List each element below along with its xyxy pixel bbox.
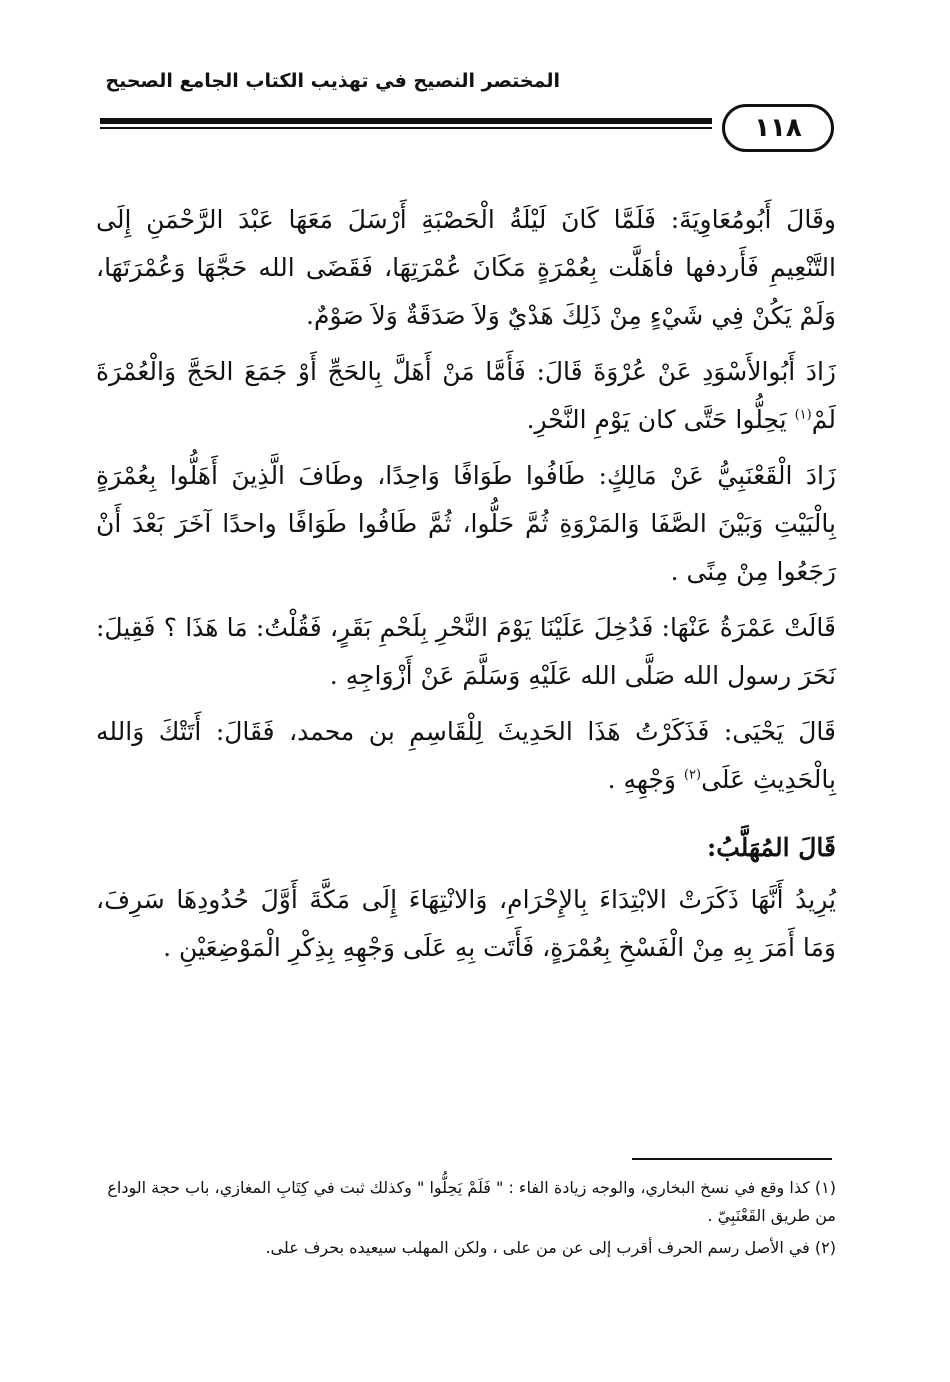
paragraph-1: وقَالَ أَبُومُعَاوِيَةَ: فَلَمَّا كَانَ لَيْلَةُ الْحَصْبَةِ أَرْسَلَ مَعَهَا عَبْدَ الرَّحْمَنِ إِلَى التَّنْعِيمِ فَأَردفها فأهَلَّت بِعُمْرَةٍ مَكَانَ عُمْرَتِهَا، فَقَضَى الله حَجَّهَا وَعُمْرَتَهَا، وَلَمْ يَكُنْ فِي شَيْءٍ مِنْ ذَلِكَ هَدْيٌ وَلاَ صَدَقَةٌ وَلاَ صَوْمٌ. <box>96 205 836 330</box>
page-number-badge <box>722 104 834 152</box>
footnote-ref-1: (١) <box>794 407 812 423</box>
paragraph-4: قَالَتْ عَمْرَةُ عَنْهَا: فَدُخِلَ عَلَيْنَا يَوْمَ النَّحْرِ بِلَحْمِ بَقَرٍ، فَقُلْتُ: مَا هَذَا ؟ فَقِيلَ: نَحَرَ رسول الله صَلَّى الله عَلَيْهِ وَسَلَّمَ عَنْ أَزْوَاجِهِ . <box>96 613 836 690</box>
paragraph-3: زَادَ الْقَعْنَبِيُّ عَنْ مَالِكٍ: طَافُوا طَوَافًا وَاحِدًا، وطَافَ الَّذِينَ أَهَلُّوا بِعُمْرَةٍ بِالْبَيْتِ وَبَيْنَ الصَّفَا وَالمَرْوَةِ ثُمَّ حَلُّوا، ثُمَّ طَافُوا طَوَافًا واحدًا آخَرَ بَعْدَ أَنْ رَجَعُوا مِنْ مِنًى . <box>96 461 836 586</box>
paragraph-2 <box>96 348 836 444</box>
footnote-2: (٢) في الأصل رسم الحرف أقرب إلى عن من على ، ولكن المهلب سيعيده بحرف على. <box>265 1238 836 1257</box>
header-rule-thin <box>100 127 712 129</box>
paragraph-5-text-a: قَالَ يَحْيَى: فَذَكَرْتُ هَذَا الحَدِيثَ لِلْقَاسِمِ بن محمد، فَقَالَ: أَتَتْكَ وَالله بِالْحَدِيثِ عَلَى <box>96 717 836 794</box>
footnote-ref-2: (٢) <box>683 767 702 783</box>
paragraph-5-text-b: وَجْهِهِ . <box>607 765 684 794</box>
paragraph-6: يُرِيدُ أَنَّهَا ذَكَرَتْ الابْتِدَاءَ بِالإِحْرَامِ، وَالانْتِهَاءَ إِلَى مَكَّةَ أَوَّلَ حُدُودِهَا سَرِفَ، وَمَا أَمَرَ بِهِ مِنْ الْفَسْخِ بِعُمْرَةٍ، فَأَتَت بِهِ عَلَى وَجْهِهِ بِذِكْرِ الْمَوْضِعَيْنِ . <box>96 885 836 962</box>
main-text <box>96 196 836 980</box>
footnote-1: (١) كذا وقع في نسخ البخاري، والوجه زيادة الفاء : " فَلَمْ يَحِلُّوا " وكذلك ثبت في كِتَابِ المغازي، باب حجة الوداع من طريق القَعْنَبِيّ . <box>107 1178 836 1225</box>
running-header-title: المختصر النصيح في تهذيب الكتاب الجامع الصحيح <box>105 70 560 92</box>
paragraph-2-text-a: زَادَ أَبُوالأَسْوَدِ عَنْ عُرْوَةَ قَالَ: فَأَمَّا مَنْ أَهَلَّ بِالحَجِّ أَوْ جَمَعَ الحَجَّ وَالْعُمْرَةَ لَمْ <box>96 357 836 434</box>
page-number: ١١٨ <box>754 113 802 143</box>
footnote-separator <box>632 1158 832 1160</box>
paragraph-5 <box>96 708 836 804</box>
footnotes <box>96 1174 836 1266</box>
paragraph-2-text-b: يَحِلُّوا حَتَّى كان يَوْمِ النَّحْرِ. <box>526 405 795 434</box>
section-heading: قَالَ المُهَلَّبُ: <box>706 833 836 862</box>
header-rule-thick <box>100 118 712 124</box>
